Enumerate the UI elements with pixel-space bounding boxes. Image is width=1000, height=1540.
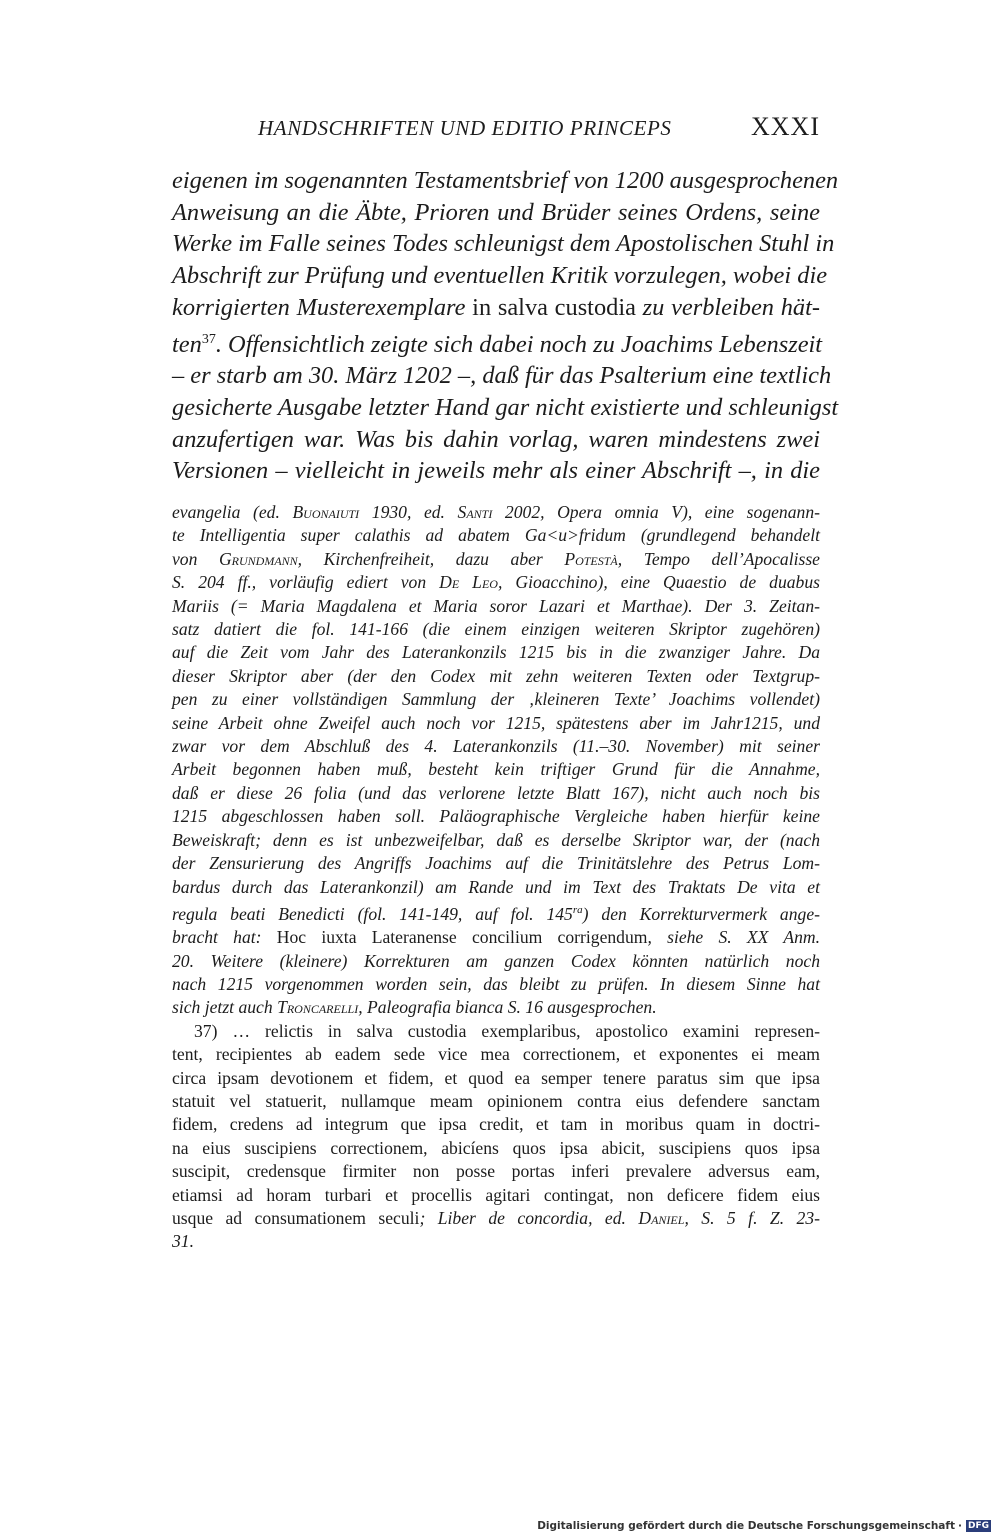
body-text-run: . Offensichtlich zeigte sich dabei noch zu Joachims Lebenszeit	[215, 330, 823, 358]
citation: ; Liber de concordia, ed. Daniel, S. 5 f. Z. 23-	[419, 1208, 821, 1229]
author-name: Santi	[457, 502, 493, 522]
footnote-line: regula beati Benedicti (fol. 141-149, auf fol. $145^{ra}$) den Korrekturvermerk ange-	[172, 903, 820, 924]
author-name: De Leo	[439, 572, 498, 593]
footnote-line: satz datiert die fol. 141-166 (die einem einzigen weiteren Skriptor zugehören)	[172, 619, 820, 640]
author-name: Troncarelli	[277, 997, 359, 1018]
footnote-line: na eius suscipiens correctionem, abicíens quos ipsa abicit, suscipiens quos ipsa	[172, 1137, 820, 1158]
footnote-line: te Intelligentia super calathis ad abatem Ga<u>fridum (grundlegend behandelt	[172, 525, 820, 546]
main-text	[172, 165, 839, 487]
footnote-line: Mariis (= Maria Magdalena et Maria soror Lazari et Marthae). Der 3. Zeitan-	[172, 595, 820, 616]
body-line	[172, 324, 823, 361]
dfg-logo: DFG	[965, 1519, 992, 1533]
author-name: Potestà	[564, 548, 618, 569]
footnote-line: der Zensurierung des Angriffs Joachims auf die Trinitätslehre des Petrus Lom-	[172, 853, 820, 874]
footnote-line: evangelia (ed. Buonaiuti 1930, ed. Santi 2002, Opera omnia V), eine sogenann-	[172, 502, 820, 522]
footnote-line: von Grundmann, Kirchenfreiheit, dazu aber Potestà, Tempo dell’Apocalisse	[172, 548, 820, 569]
body-line: – er starb am 30. März 1202 –, daß für das Psalterium eine textlich	[172, 362, 832, 390]
footnote-line: tent, recipientes ab eadem sede vice mea correctionem, et exponentes ei meam	[172, 1044, 820, 1065]
funding-note: Digitalisierung gefördert durch die Deutsche Forschungsgemeinschaft	[537, 1520, 955, 1532]
latin-phrase: in salva custodia	[465, 293, 643, 321]
footnote-line: fidem, credens ad integrum que ipsa credit, et tam in moribus quam in doctri-	[172, 1114, 820, 1135]
footnote-line: 1215 abgeschlossen haben soll. Paläographische Vergleiche haben hierfür keine	[172, 806, 820, 827]
footnote-line: seine Arbeit ohne Zweifel auch noch vor 1215, spätestens aber im Jahr1215, und	[172, 712, 820, 733]
body-text-run: ten	[172, 330, 202, 358]
footnote-line: daß er diese 26 folia (und das verlorene letzte Blatt 167), nicht auch noch bis	[172, 782, 820, 803]
body-line: eigenen im sogenannten Testamentsbrief von 1200 ausgesprochenen	[172, 167, 839, 194]
body-line: Werke im Falle seines Todes schleunigst dem Apostolischen Stuhl in	[172, 230, 835, 258]
footnote-line: bracht hat: Hoc iuxta Lateranense concilium corrigendum, siehe S. XX Anm.	[172, 927, 820, 948]
footnote-line: circa ipsam devotionem et fidem, et quod ea semper tenere paratus sim que ipsa	[172, 1067, 820, 1088]
footnote-line: 20. Weitere (kleinere) Korrekturen am ganzen Codex könnten natürlich noch	[172, 950, 820, 971]
body-line	[172, 292, 820, 324]
body-line: Abschrift zur Prüfung und eventuellen Kritik vorzulegen, wobei die	[172, 262, 828, 290]
footnote-line: dieser Skriptor aber (der den Codex mit zehn weiteren Texten oder Textgrup-	[172, 665, 820, 686]
footnotes	[172, 501, 820, 1254]
author-name: Daniel	[638, 1208, 685, 1229]
footnote-line: usque ad consumationem seculi; Liber de concordia, ed. Daniel, S. 5 f. Z. 23-	[172, 1208, 821, 1229]
footnote-line: suscipit, credensque firmiter non posse portas inferi prevalere adversus eam,	[172, 1161, 820, 1182]
emphasis: korrigierten Musterexemplare	[172, 293, 466, 321]
footnote-36	[172, 501, 820, 1020]
footnote-line: statuit vel statuerit, nullamque meam opinionem contra eius defendere sanctam	[172, 1091, 820, 1112]
footnote-line: zwar vor dem Abschluß des 4. Laterankonzils (11.–30. November) mit seiner	[172, 736, 820, 757]
footnote-line: Arbeit begonnen haben muß, besteht kein triftiger Grund für die Annahme,	[172, 759, 820, 780]
footnote-37	[172, 1020, 820, 1254]
body-line: gesicherte Ausgabe letzter Hand gar nicht existierte und schleunigst	[172, 394, 839, 422]
footnote-line: sich jetzt auch Troncarelli, Paleografia bianca S. 16 ausgesprochen.	[172, 997, 657, 1018]
running-title: HANDSCHRIFTEN UND EDITIO PRINCEPS	[258, 116, 672, 140]
author-name: Buonaiuti	[292, 502, 360, 522]
page-header	[170, 112, 820, 148]
author-name: Grundmann	[218, 548, 298, 569]
body-line: Anweisung an die Äbte, Prioren und Brüder seines Ordens, seine	[172, 198, 820, 226]
footnote-line: 37) … relictis in salva custodia exemplaribus, apostolico examini represen-	[194, 1020, 820, 1041]
page-number: XXXI	[751, 112, 820, 141]
body-text-run: zu verbleiben hät-	[642, 293, 821, 321]
footnote-reference[interactable]: 37	[201, 331, 216, 347]
footnote-line: nach 1215 vorgenommen worden sein, das bleibt zu prüfen. In diesem Sinne hat	[172, 973, 820, 994]
latin-quote: Hoc iuxta Lateranense concilium corrigendum	[276, 927, 648, 948]
superscript: ra	[572, 903, 583, 916]
body-line: anzufertigen war. Was bis dahin vorlag, waren mindestens zwei	[172, 425, 820, 453]
footnote-line: 31.	[172, 1231, 194, 1252]
footnote-line: S. 204 ff., vorläufig ediert von De Leo, Gioacchino), eine Quaestio de duabus	[172, 572, 820, 593]
footnote-line: Beweiskraft; denn es ist unbezweifelbar, daß es derselbe Skriptor war, der (nach	[172, 829, 820, 850]
footnote-line: auf die Zeit vom Jahr des Laterankonzils 1215 bis in die zwanziger Jahre. Da	[172, 642, 820, 663]
footnote-line: etiamsi ad horam turbari et procellis agitari contingat, non deficere fidem eius	[172, 1184, 820, 1205]
body-line: Versionen – vielleicht in jeweils mehr als einer Abschrift –, in die	[172, 457, 820, 485]
footnote-line: pen zu einer vollständigen Sammlung der ‚kleineren Texte’ Joachims vollendet)	[172, 689, 820, 710]
footnote-line: bardus durch das Laterankonzil) am Rande und im Text des Traktats De vita et	[172, 876, 820, 897]
funding-footer: Digitalisierung gefördert durch die Deutsche Forschungsgemeinschaft · DFG	[537, 1518, 992, 1534]
